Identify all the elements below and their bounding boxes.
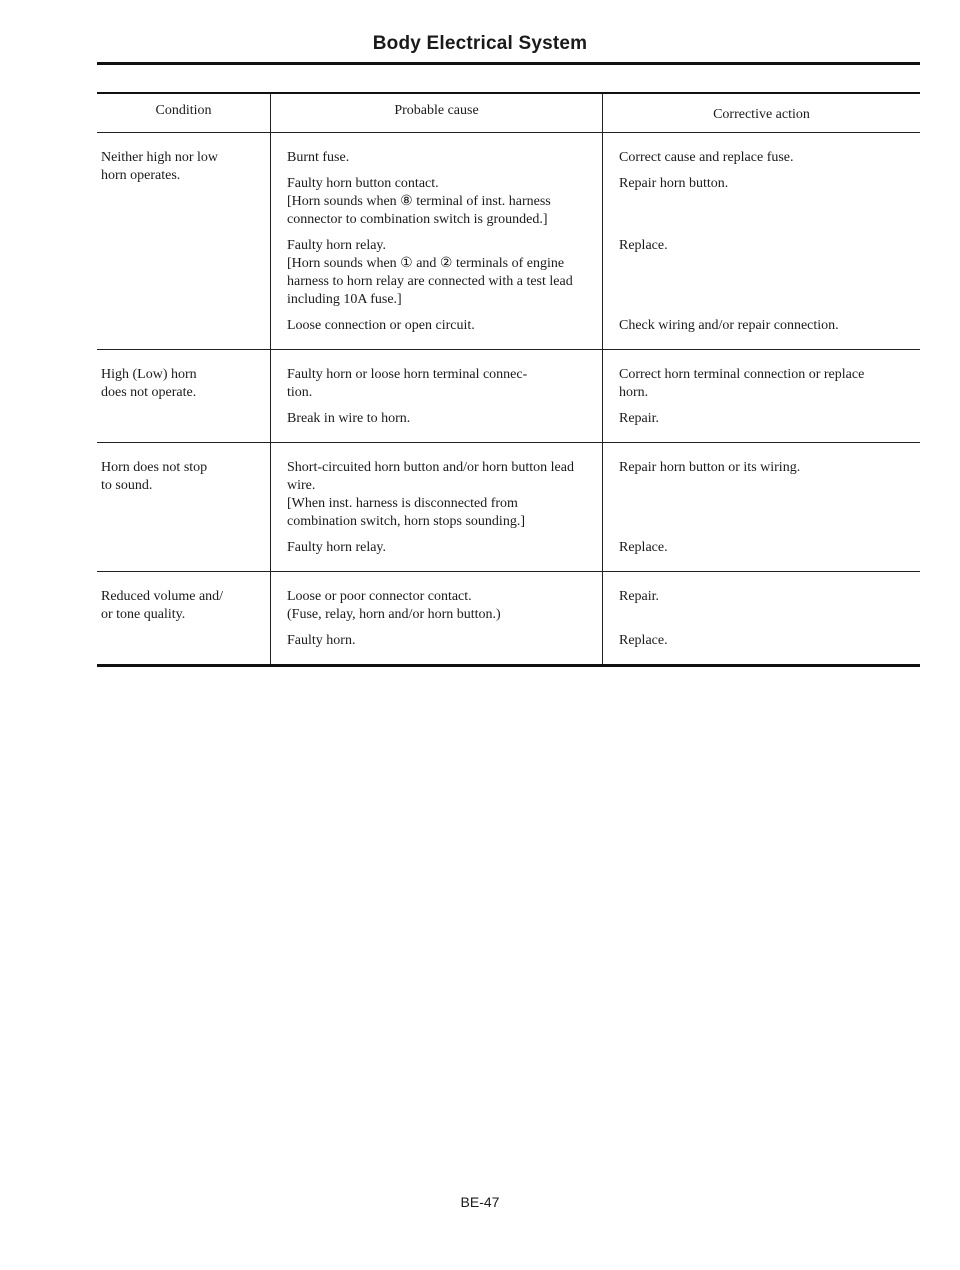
table-bottom-rule: [97, 664, 920, 667]
probable-cause-cell: [270, 443, 602, 571]
table-header-row: [97, 94, 920, 133]
table-body: [97, 133, 920, 664]
probable-cause-entry: Faulty horn.: [287, 633, 356, 648]
probable-cause-cell: [270, 133, 602, 349]
condition-cell: High (Low) horn does not operate.: [101, 367, 197, 400]
probable-cause-cell: [270, 572, 602, 664]
corrective-action-cell: [602, 572, 920, 664]
column-header-condition: Condition: [155, 103, 212, 118]
corrective-action-cell: [602, 443, 920, 571]
header-rule: [97, 62, 920, 65]
page-number: BE-47: [460, 1194, 500, 1210]
corrective-action-entry: Repair.: [619, 411, 660, 426]
column-header-corrective-action: Corrective action: [602, 94, 920, 132]
corrective-action-cell: [602, 133, 920, 349]
condition-cell: Reduced volume and/ or tone quality.: [101, 589, 224, 622]
probable-cause-entry: Faulty horn button contact. [Horn sounds when ⑧ terminal of inst. harness connector to combination switch is grounded.]: [287, 176, 551, 227]
probable-cause-entry: Break in wire to horn.: [287, 411, 411, 426]
probable-cause-entry: Burnt fuse.: [287, 150, 350, 165]
corrective-action-entry: Replace.: [619, 238, 668, 253]
page-header-title: Body Electrical System: [372, 33, 588, 54]
corrective-action-entry: Repair.: [619, 589, 660, 604]
troubleshooting-table: [97, 92, 920, 667]
corrective-action-entry: Check wiring and/or repair connection.: [619, 318, 839, 333]
table-row: [97, 572, 920, 664]
condition-cell: Horn does not stop to sound.: [101, 460, 208, 493]
corrective-action-entry: Replace.: [619, 540, 668, 555]
corrective-action-entry: Repair horn button or its wiring.: [619, 460, 801, 475]
corrective-action-entry: Repair horn button.: [619, 176, 729, 191]
corrective-action-entry: Correct cause and replace fuse.: [619, 150, 794, 165]
corrective-action-entry: Replace.: [619, 633, 668, 648]
table-row: [97, 133, 920, 350]
probable-cause-cell: [270, 350, 602, 442]
corrective-action-cell: [602, 350, 920, 442]
table-row: [97, 443, 920, 572]
condition-cell: Neither high nor low horn operates.: [101, 150, 219, 183]
probable-cause-entry: Faulty horn or loose horn terminal connec- tion.: [287, 367, 528, 400]
corrective-action-entry: Correct horn terminal connection or replace horn.: [619, 367, 865, 400]
column-header-probable-cause: Probable cause: [270, 94, 602, 132]
probable-cause-entry: Faulty horn relay.: [287, 540, 387, 555]
probable-cause-entry: Loose connection or open circuit.: [287, 318, 475, 333]
probable-cause-entry: Faulty horn relay. [Horn sounds when ① and ② terminals of engine harness to horn relay are connected with a test lead including 10A fuse.]: [287, 238, 573, 307]
table-row: [97, 350, 920, 443]
probable-cause-entry: Short-circuited horn button and/or horn button lead wire. [When inst. harness is disconnected from combination switch, horn stops sounding.]: [287, 460, 574, 529]
probable-cause-entry: Loose or poor connector contact. (Fuse, relay, horn and/or horn button.): [287, 589, 501, 622]
